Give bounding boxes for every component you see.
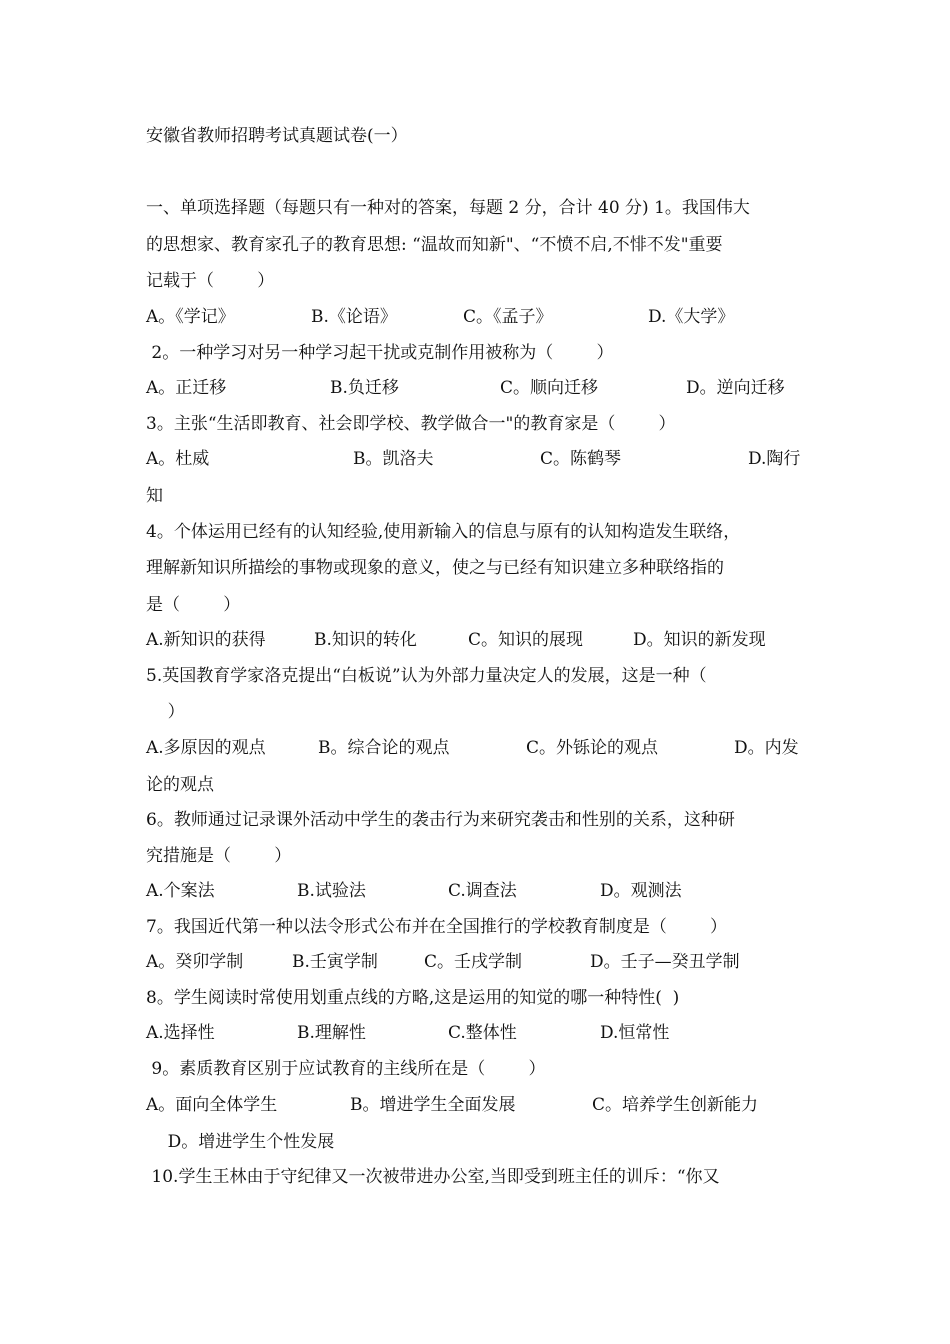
q8-options — [146, 1015, 826, 1051]
q1-stem-line3: 记载于（ ） — [146, 271, 275, 291]
q6-stem-line1: 6。教师通过记录课外活动中学生的袭击行为来研究袭击和性别的关系，这种研 — [146, 810, 735, 830]
q7-option-b: B.壬寅学制 — [292, 952, 378, 972]
q3-option-a: A。杜威 — [146, 449, 210, 469]
q4-stem-line3: 是（ ） — [146, 595, 241, 615]
q3-option-b: B。凯洛夫 — [353, 449, 434, 469]
document-title: 安徽省教师招聘考试真题试卷(一） — [146, 126, 408, 146]
q6-option-a: A.个案法 — [146, 881, 215, 901]
q2-option-a: A。正迁移 — [146, 378, 227, 398]
q5-options — [146, 730, 826, 766]
q2-option-d: D。逆向迁移 — [686, 378, 785, 398]
q7-option-d: D。壬子—癸丑学制 — [590, 952, 740, 972]
q4-option-c: C。知识的展现 — [468, 630, 584, 650]
q6-option-d: D。观测法 — [600, 881, 682, 901]
q9-stem: 9。素质教育区别于应试教育的主线所在是（ ） — [146, 1059, 546, 1079]
q7-options — [146, 944, 826, 980]
q2-stem: 2。一种学习对另一种学习起干扰或克制作用被称为（ ） — [146, 343, 614, 363]
q6-option-b: B.试验法 — [297, 881, 366, 901]
q4-stem-line2: 理解新知识所描绘的事物或现象的意义，使之与已经有知识建立多种联络指的 — [146, 558, 724, 578]
q9-option-c: C。培养学生创新能力 — [592, 1095, 759, 1115]
q9-option-b: B。增进学生全面发展 — [350, 1095, 516, 1115]
q4-option-d: D。知识的新发现 — [633, 630, 766, 650]
section-heading-q1-line1: 一、单项选择题（每题只有一种对的答案，每题 2 分，合计 40 分) 1。我国伟大 — [146, 198, 750, 218]
q4-option-b: B.知识的转化 — [314, 630, 417, 650]
q8-option-a: A.选择性 — [146, 1023, 215, 1043]
q5-option-a: A.多原因的观点 — [146, 738, 266, 758]
q9-options — [146, 1087, 826, 1123]
q6-options — [146, 873, 826, 909]
q2-option-b: B.负迁移 — [330, 378, 399, 398]
q5-option-c: C。外铄论的观点 — [526, 738, 659, 758]
q5-stem-line2: ） — [146, 702, 185, 722]
q5-option-b: B。综合论的观点 — [318, 738, 450, 758]
q4-options — [146, 622, 826, 658]
q7-option-c: C。壬戌学制 — [424, 952, 523, 972]
q1-option-c: C。《孟子》 — [463, 307, 553, 327]
q9-option-d: D。增进学生个性发展 — [146, 1132, 335, 1152]
q5-option-d: D。内发 — [734, 738, 799, 758]
q4-stem-line1: 4。个体运用已经有的认知经验,使用新输入的信息与原有的认知构造发生联络， — [146, 522, 741, 542]
q1-options — [146, 299, 826, 335]
q7-option-a: A。癸卯学制 — [146, 952, 244, 972]
q8-option-d: D.恒常性 — [600, 1023, 670, 1043]
q8-option-c: C.整体性 — [448, 1023, 517, 1043]
q8-option-b: B.理解性 — [297, 1023, 366, 1043]
q7-stem: 7。我国近代第一种以法令形式公布并在全国推行的学校教育制度是（ ） — [146, 917, 728, 937]
q2-options — [146, 370, 826, 406]
q3-options — [146, 441, 826, 477]
q5-option-d-wrap: 论的观点 — [146, 775, 214, 795]
q1-option-d: D.《大学》 — [648, 307, 735, 327]
q1-stem-line2: 的思想家、教育家孔子的教育思想: “温故而知新"、“不愤不启,不悱不发"重要 — [146, 235, 723, 255]
q1-option-a: A。《学记》 — [146, 307, 235, 327]
q5-stem-line1: 5.英国教育学家洛克提出“白板说”认为外部力量决定人的发展，这是一种（ — [146, 666, 707, 686]
q3-option-c: C。陈鹤琴 — [540, 449, 622, 469]
q9-option-a: A。面向全体学生 — [146, 1095, 278, 1115]
q1-option-b: B.《论语》 — [311, 307, 397, 327]
q3-option-d-wrap: 知 — [146, 486, 163, 506]
q3-stem: 3。主张“生活即教育、社会即学校、教学做合一"的教育家是（ ） — [146, 414, 676, 434]
q6-option-c: C.调查法 — [448, 881, 517, 901]
q8-stem: 8。学生阅读时常使用划重点线的方略,这是运用的知觉的哪一种特性( ) — [146, 988, 680, 1008]
q3-option-d: D.陶行 — [748, 449, 801, 469]
q6-stem-line2: 究措施是（ ） — [146, 846, 292, 866]
q4-option-a: A.新知识的获得 — [146, 630, 266, 650]
q10-stem: 10.学生王林由于守纪律又一次被带进办公室,当即受到班主任的训斥：“你又 — [146, 1167, 720, 1187]
q2-option-c: C。顺向迁移 — [500, 378, 599, 398]
